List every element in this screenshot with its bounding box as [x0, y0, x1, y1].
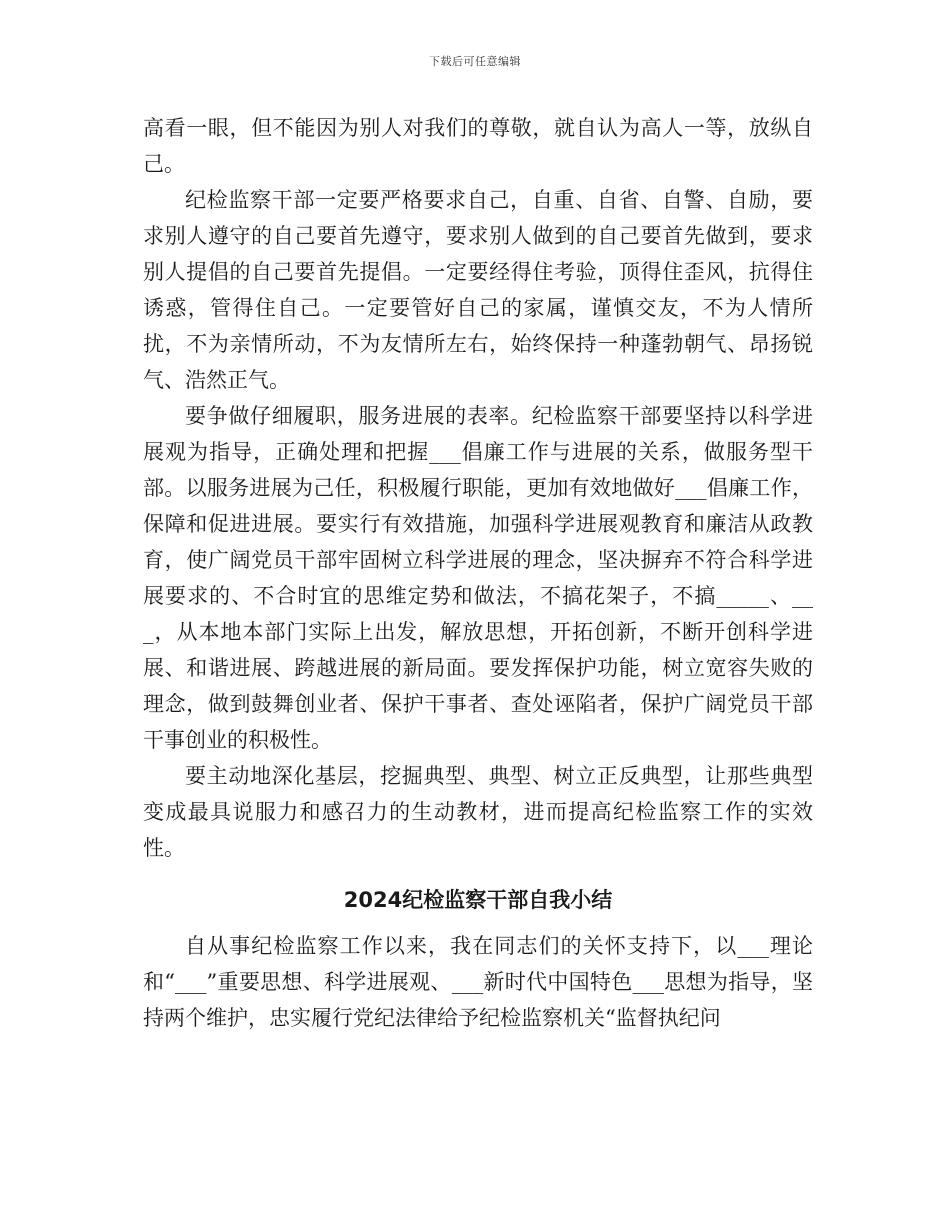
- paragraph-5: 自从事纪检监察工作以来，我在同志们的关怀支持下，以___理论和“___”重要思想、科学进展观、___新时代中国特色___思想为指导，坚持两个维护，忠实履行党纪法律给予纪检监察机关“监督执纪问: [143, 934, 813, 1030]
- paragraph-4: 要主动地深化基层，挖掘典型、典型、树立正反典型，让那些典型变成最具说服力和感召力的生动教材，进而提高纪检监察工作的实效性。: [143, 764, 813, 860]
- section-title: 2024纪检监察干部自我小结: [343, 888, 613, 912]
- paragraph-1: 高看一眼，但不能因为别人对我们的尊敬，就自认为高人一等，放纵自己。: [143, 116, 813, 176]
- document-body: [143, 110, 813, 1036]
- page-header-note: 下载后可任意编辑: [429, 55, 521, 68]
- paragraph-3: 要争做仔细履职，服务进展的表率。纪检监察干部要坚持以科学进展观为指导，正确处理和把握___倡廉工作与进展的关系，做服务型干部。以服务进展为己任，积极履行职能，更加有效地做好___倡廉工作，保障和促进进展。要实行有效措施，加强科学进展观教育和廉洁从政教育，使广阔党员干部牢固树立科学进展的理念，坚决摒弃不符合科学进展要求的、不合时宜的思维定势和做法，不搞花架子，不搞_____、___，从本地本部门实际上出发，解放思想，开拓创新，不断开创科学进展、和谐进展、跨越进展的新局面。要发挥保护功能，树立宽容失败的理念，做到鼓舞创业者、保护干事者、查处诬陷者，保护广阔党员干部干事创业的积极性。: [143, 404, 813, 752]
- paragraph-2: 纪检监察干部一定要严格要求自己，自重、自省、自警、自励，要求别人遵守的自己要首先遵守，要求别人做到的自己要首先做到，要求别人提倡的自己要首先提倡。一定要经得住考验，顶得住歪风，抗得住诱惑，管得住自己。一定要管好自己的家属，谨慎交友，不为人情所扰，不为亲情所动，不为友情所左右，始终保持一种蓬勃朝气、昂扬锐气、浩然正气。: [143, 188, 813, 392]
